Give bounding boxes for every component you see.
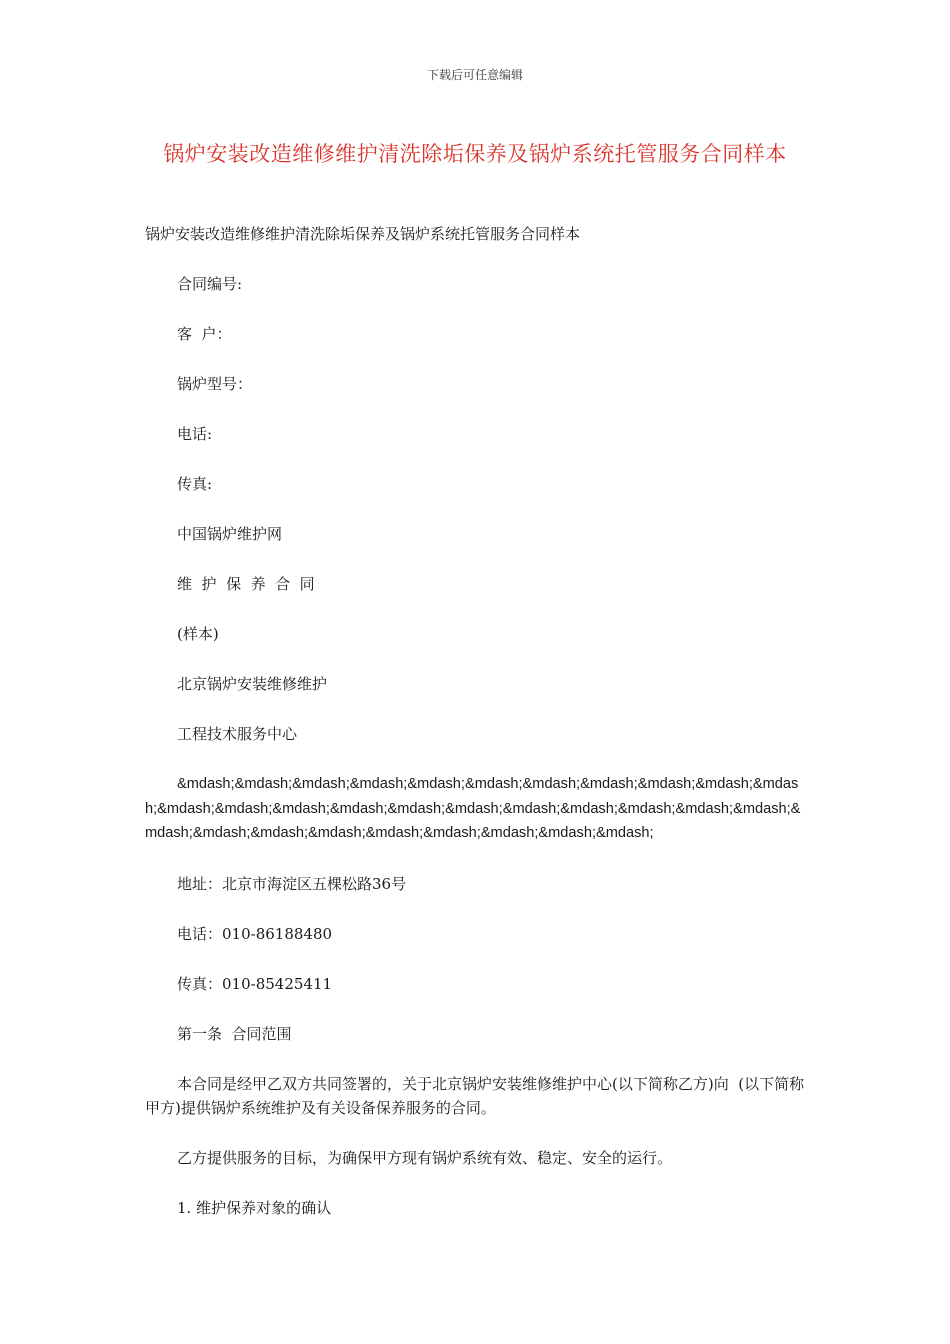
section-1-heading: 1. 维护保养对象的确认 <box>177 1198 332 1217</box>
service-goal-paragraph: 乙方提供服务的目标，为确保甲方现有锅炉系统有效、稳定、安全的运行。 <box>177 1148 673 1167</box>
contract-scope-paragraph: 本合同是经甲乙双方共同签署的，关于北京锅炉安装维修维护中心(以下简称乙方)向 (以下简称甲方)提供锅炉系统维护及有关设备保养服务的合同。 <box>145 1074 805 1117</box>
boiler-model-field: 锅炉型号： <box>177 375 253 393</box>
intro-paragraph: 锅炉安装改造维修维护清洗除垢保养及锅炉系统托管服务合同样本 <box>145 225 581 243</box>
address-line: 地址：北京市海淀区五棵松路36号 <box>177 874 407 893</box>
sample-label: (样本) <box>177 625 219 643</box>
client-field: 客 户： <box>177 325 232 343</box>
fax-field: 传真: <box>177 475 213 493</box>
provider-name-line2: 工程技术服务中心 <box>177 725 298 743</box>
organization-name: 中国锅炉维护网 <box>177 525 283 543</box>
header-note: 下载后可任意编辑 <box>426 68 523 82</box>
provider-phone-line: 电话：010-86188480 <box>177 924 333 943</box>
document-title: 锅炉安装改造维修维护清洗除垢保养及锅炉系统托管服务合同样本 <box>163 142 787 166</box>
article-one-heading: 第一条 合同范围 <box>177 1024 292 1043</box>
phone-field: 电话: <box>177 425 213 443</box>
provider-fax-line: 传真：010-85425411 <box>177 974 333 993</box>
dash-separator: &mdash;&mdash;&mdash;&mdash;&mdash;&mdash;&mdash;&mdash;&mdash;&mdash;&mdash;&mdash;&mdash;&mdash;&mdash;&mdash;&mdash;&mdash;&mdash;&mdash;&mdash;&mdash;&mdash;&mdash;&mdash;&mdash;&mdash;&mdash;&mdash;&mdash;&mdash; <box>145 776 801 841</box>
contract-heading: 维 护 保 养 合 同 <box>177 575 315 593</box>
document-body <box>145 222 807 1246</box>
provider-name-line1: 北京锅炉安装维修维护 <box>177 675 328 693</box>
contract-number-field: 合同编号: <box>177 275 243 293</box>
